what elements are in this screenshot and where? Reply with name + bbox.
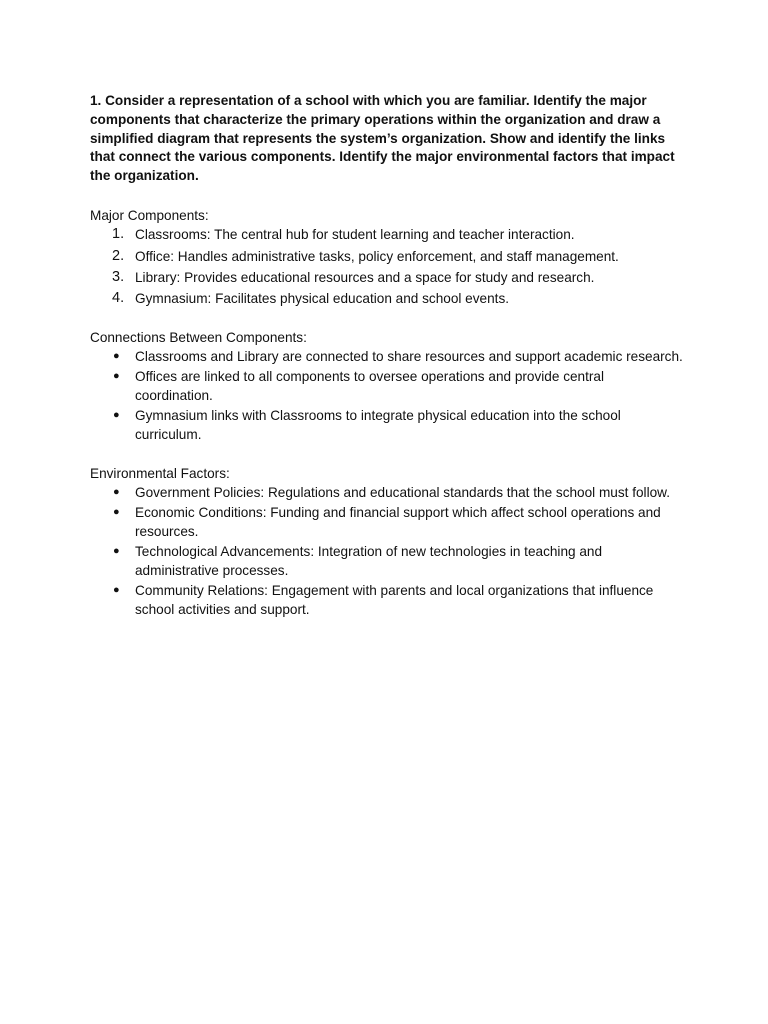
list-item [90, 225, 684, 245]
list-item [90, 581, 684, 620]
question-text: 1. Consider a representation of a school with which you are familiar. Identify the major components that characterize the primary operations within the organization and draw a simplified diagram that represents the system’s organization. Show and identify the links that connect the various components. Identify the major environmental factors that impact the organization. [90, 93, 675, 184]
bullet-icon: ● [113, 408, 120, 421]
list-item-text: Office: Handles administrative tasks, policy enforcement, and staff management. [135, 248, 619, 264]
major-components-heading: Major Components: [90, 207, 209, 223]
list-item [90, 503, 684, 542]
list-item-text: Library: Provides educational resources and a space for study and research. [135, 270, 595, 286]
list-item-text: Economic Conditions: Funding and financial support which affect school operations and resources. [135, 504, 661, 540]
list-item [90, 367, 684, 406]
bullet-icon: ● [113, 583, 120, 596]
bullet-icon: ● [113, 369, 120, 382]
bullet-icon: ● [113, 350, 120, 363]
connections-heading: Connections Between Components: [90, 329, 307, 345]
list-item-text: Classrooms: The central hub for student learning and teacher interaction. [135, 227, 575, 243]
list-number: 2. [112, 247, 125, 264]
list-item [90, 247, 684, 267]
list-item [90, 483, 684, 503]
list-item-text: Gymnasium: Facilitates physical education and school events. [135, 291, 510, 307]
list-item [90, 542, 684, 581]
list-item [90, 289, 684, 309]
list-number: 3. [112, 269, 125, 286]
connections-section [90, 328, 684, 445]
connections-list [90, 347, 684, 445]
list-item-text: Community Relations: Engagement with parents and local organizations that influence school activities and support. [135, 582, 654, 618]
list-number: 1. [112, 226, 125, 243]
list-item [90, 347, 684, 367]
list-item-text: Government Policies: Regulations and educational standards that the school must follow. [135, 485, 670, 501]
environmental-factors-heading: Environmental Factors: [90, 465, 230, 481]
environmental-factors-section [90, 464, 684, 620]
list-item [90, 406, 684, 445]
major-components-section [90, 206, 684, 309]
environmental-factors-list [90, 483, 684, 620]
list-item-text: Technological Advancements: Integration of new technologies in teaching and administrative processes. [135, 543, 603, 579]
list-item-text: Classrooms and Library are connected to share resources and support academic research. [135, 349, 683, 365]
bullet-icon: ● [113, 486, 120, 499]
list-number: 4. [112, 290, 125, 307]
major-components-list [90, 225, 684, 308]
list-item [90, 268, 684, 288]
bullet-icon: ● [113, 544, 120, 557]
list-item-text: Offices are linked to all components to oversee operations and provide central coordination. [135, 368, 605, 404]
list-item-text: Gymnasium links with Classrooms to integrate physical education into the school curriculum. [135, 407, 621, 443]
bullet-icon: ● [113, 505, 120, 518]
